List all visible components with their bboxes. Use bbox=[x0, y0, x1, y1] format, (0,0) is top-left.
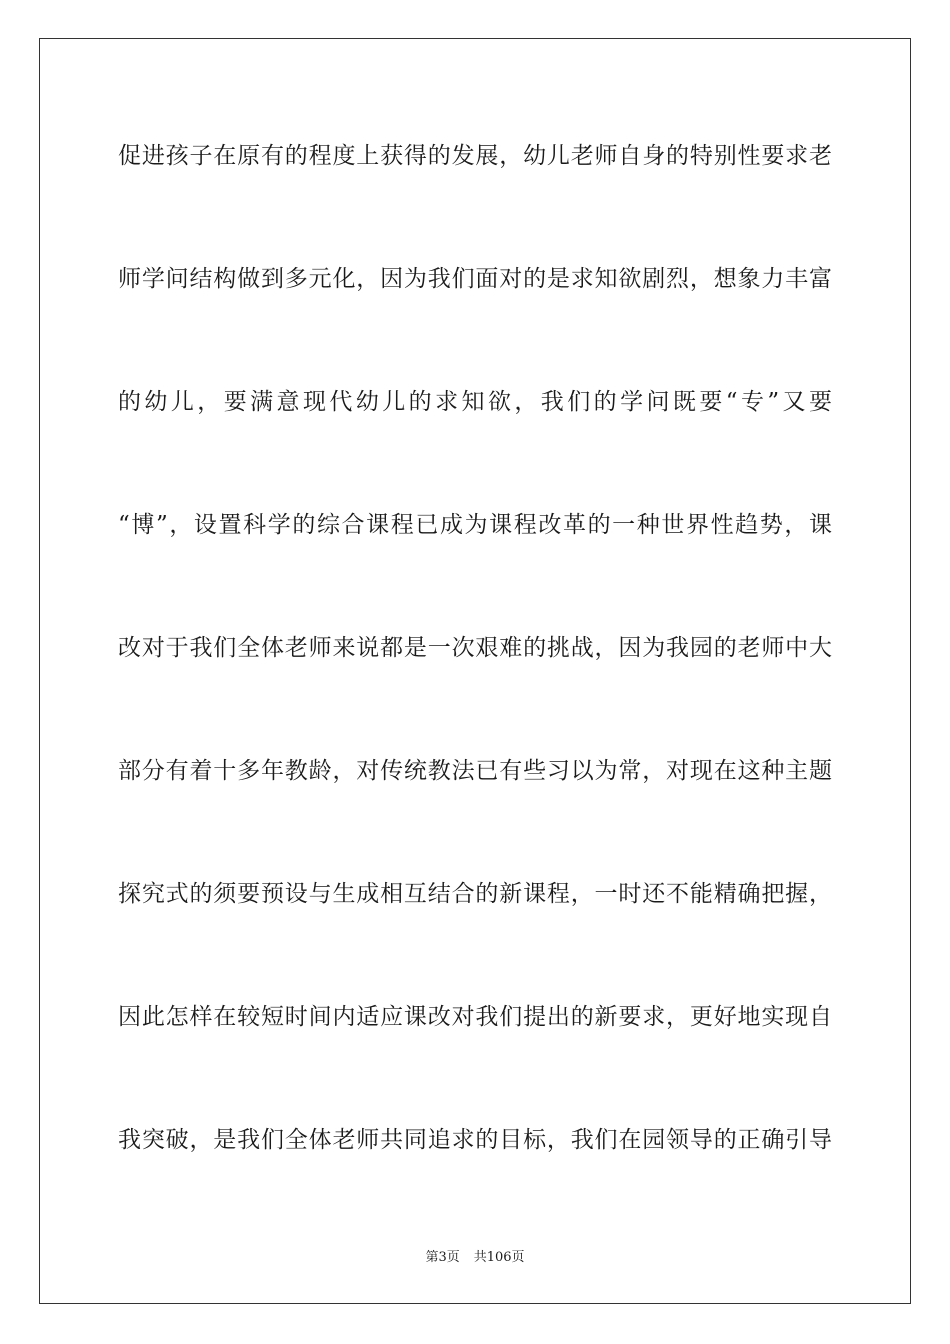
body-text-line: 促进孩子在原有的程度上获得的发展，幼儿老师自身的特别性要求老 bbox=[118, 143, 832, 169]
page-border bbox=[39, 38, 911, 1304]
body-text-line: 我突破，是我们全体老师共同追求的目标，我们在园领导的正确引导 bbox=[118, 1127, 832, 1153]
page-number-current: 第3页 bbox=[425, 1250, 460, 1265]
body-text-line: 部分有着十多年教龄，对传统教法已有些习以为常，对现在这种主题 bbox=[118, 758, 832, 784]
body-text-line: “博”，设置科学的综合课程已成为课程改革的一种世界性趋势，课 bbox=[118, 512, 832, 538]
body-text-line: 探究式的须要预设与生成相互结合的新课程，一时还不能精确把握， bbox=[118, 881, 832, 907]
page-number-total: 共106页 bbox=[473, 1250, 525, 1265]
page-footer bbox=[0, 1249, 950, 1267]
body-text-line: 师学问结构做到多元化，因为我们面对的是求知欲剧烈，想象力丰富 bbox=[118, 266, 832, 292]
body-text-line: 的幼儿，要满意现代幼儿的求知欲，我们的学问既要“专”又要 bbox=[118, 389, 832, 415]
body-text-line: 改对于我们全体老师来说都是一次艰难的挑战，因为我园的老师中大 bbox=[118, 635, 832, 661]
body-text-line: 因此怎样在较短时间内适应课改对我们提出的新要求，更好地实现自 bbox=[118, 1004, 832, 1030]
